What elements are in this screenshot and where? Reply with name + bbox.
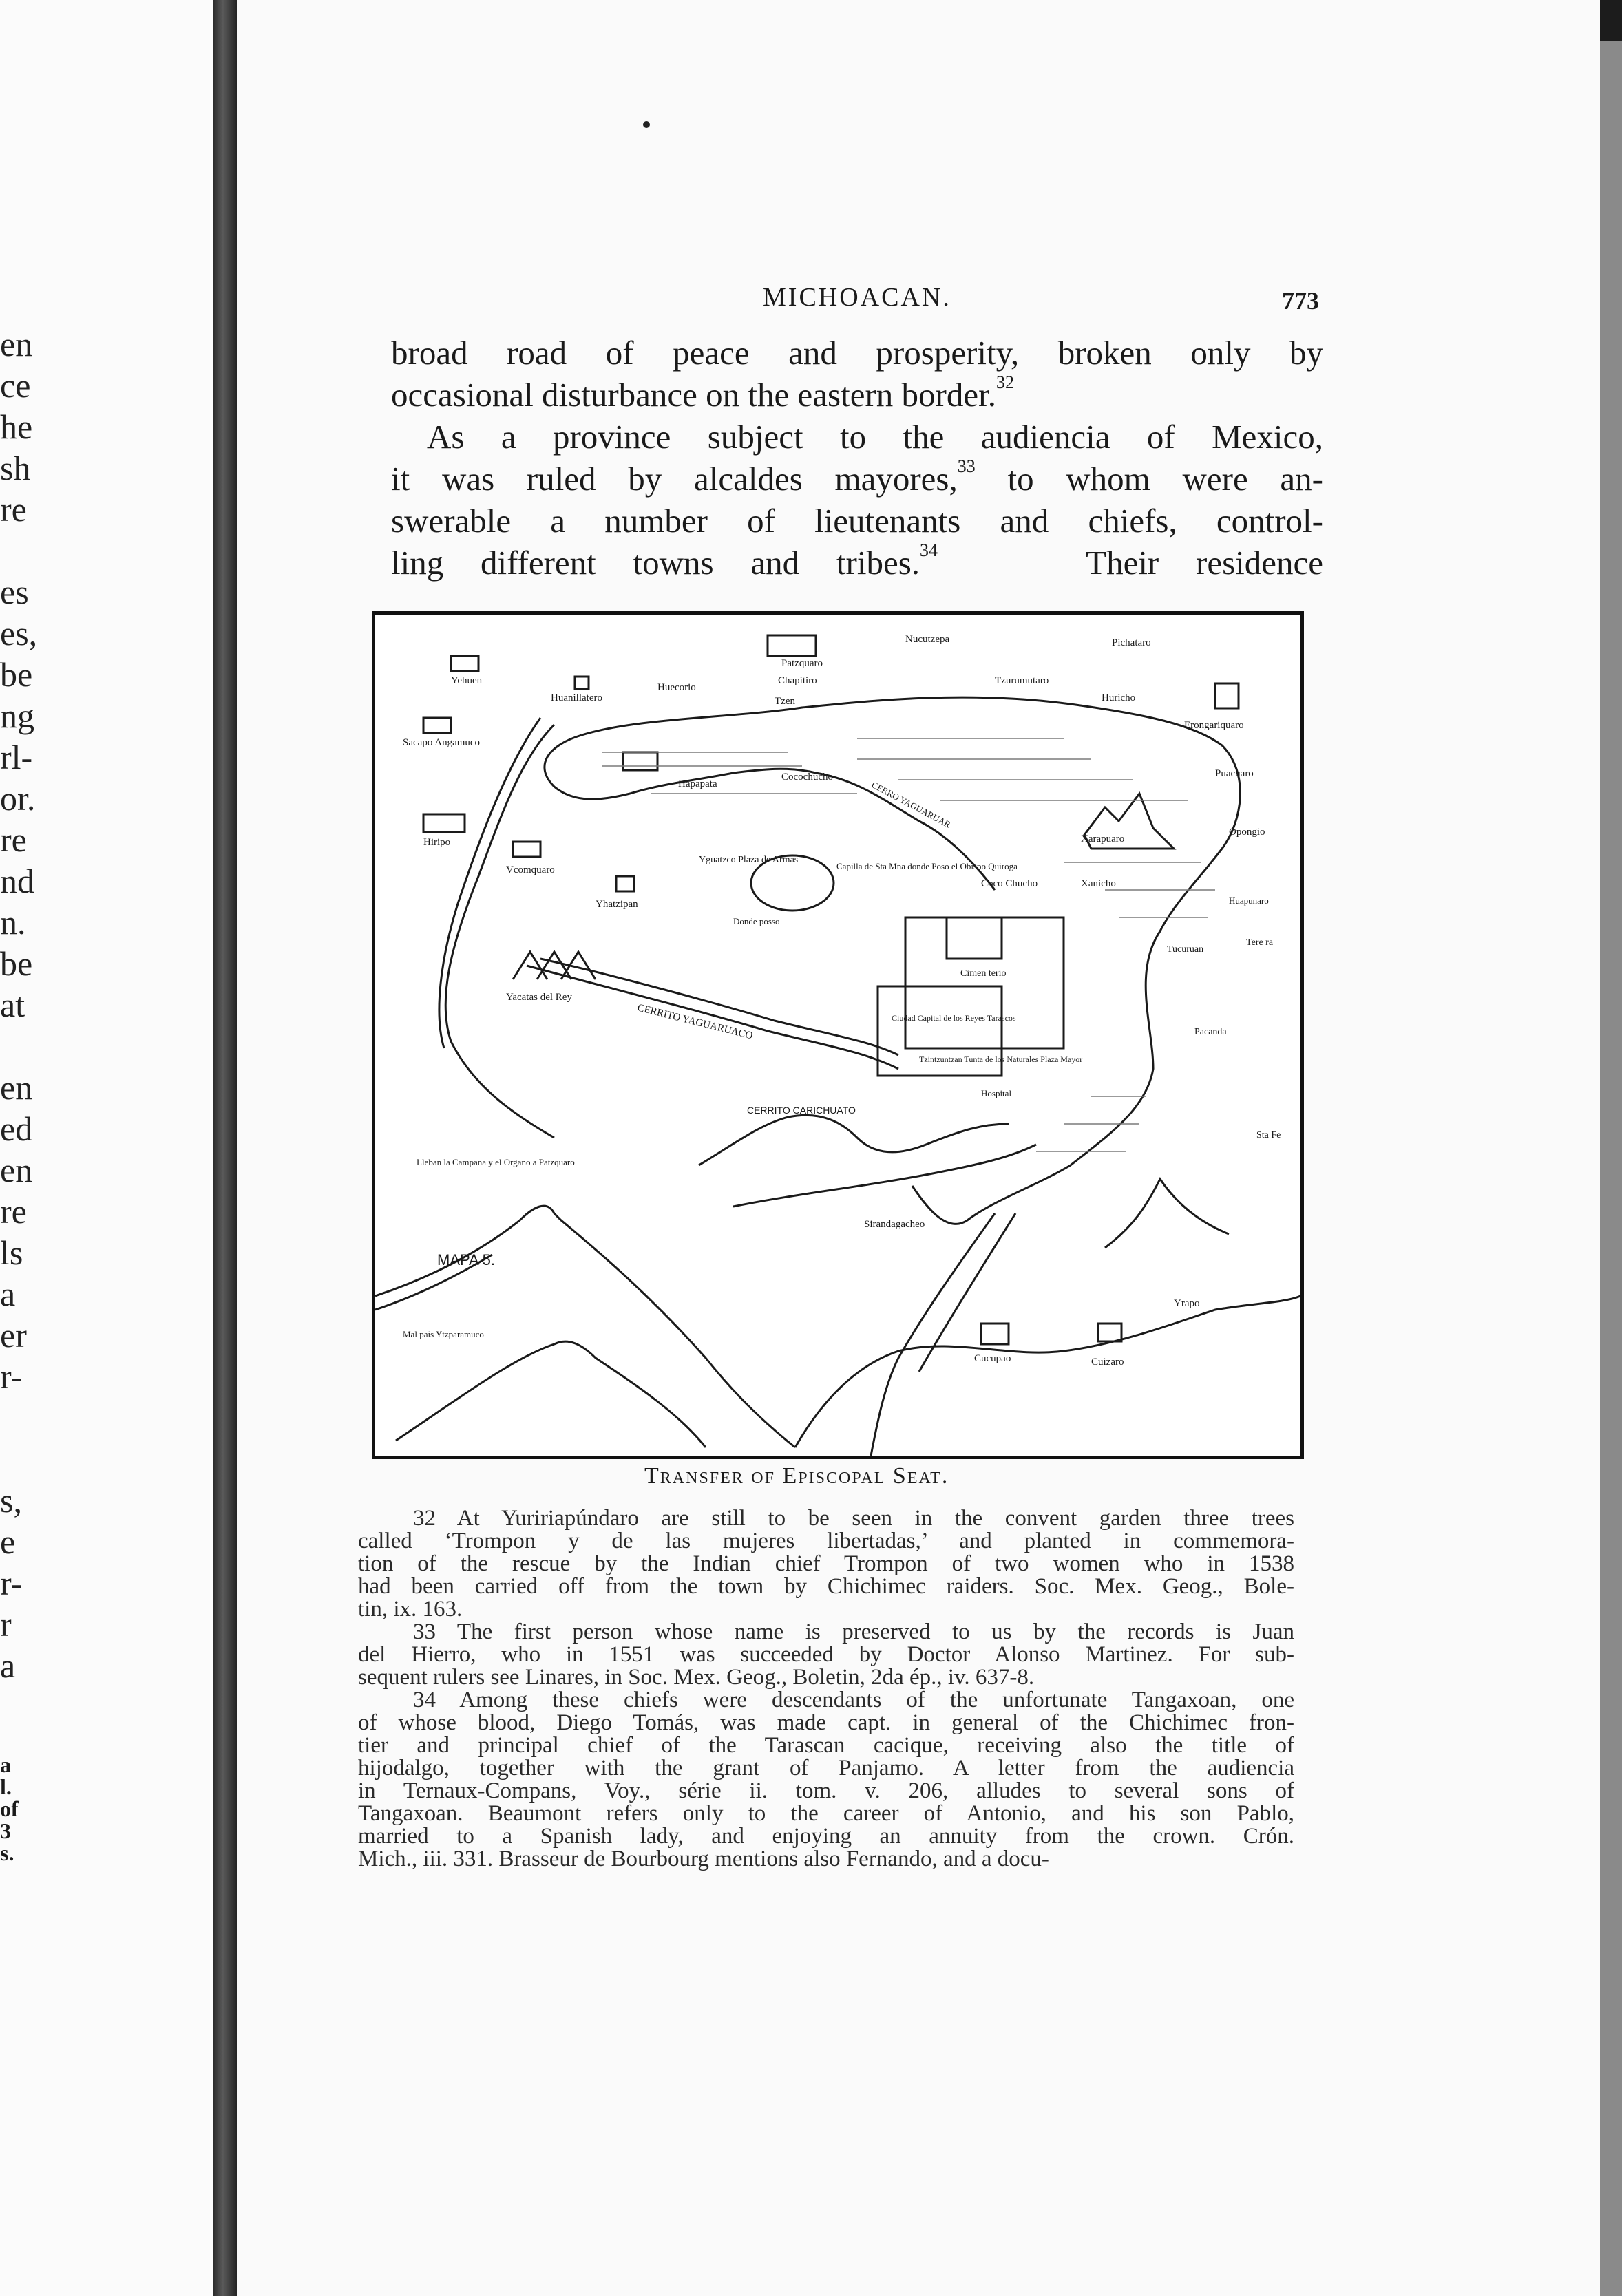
footnotes <box>358 1507 1294 1871</box>
left-page-fragment: re <box>0 1192 27 1231</box>
left-page-note-fragment: l. <box>0 1774 12 1799</box>
left-page-fragment: be <box>0 944 33 983</box>
footnote-line: sequent rulers see Linares, in Soc. Mex. Geog., Boletin, 2da ép., iv. 637-8. <box>358 1665 1035 1690</box>
footnote-line: tier and principal chief of the Tarascan cacique, receiving also the title of <box>358 1733 1294 1758</box>
map-label: Puacuaro <box>1215 768 1254 779</box>
map-label: Pacanda <box>1194 1027 1227 1037</box>
left-page-text-fragments <box>0 323 62 1686</box>
left-page-fragment <box>0 1025 62 1067</box>
footnote-ref: 34 <box>920 540 938 560</box>
yacatas-pyramids <box>513 952 596 979</box>
left-page-fragment: a <box>0 1646 16 1685</box>
map-label: Coco Chucho <box>981 878 1038 889</box>
left-page-note-fragment: a <box>0 1752 11 1777</box>
house-icon <box>423 718 451 733</box>
left-page-fragment: be <box>0 655 33 694</box>
map-figure <box>372 611 1304 1459</box>
map-label: Huricho <box>1102 692 1136 703</box>
footnote-ref: 32 <box>996 372 1014 392</box>
left-page-note-fragments <box>0 1754 19 1864</box>
footnote-line: Mich., iii. 331. Brasseur de Bourbourg mentions also Fernando, and a docu- <box>358 1847 1049 1871</box>
footnote-line: 33 The first person whose name is preserved to us by the records is Juan <box>413 1619 1294 1644</box>
ink-spot <box>643 121 650 128</box>
map-label: Tucuruan <box>1167 944 1204 955</box>
mountain <box>733 1145 1036 1207</box>
footnote-line: 34 Among these chiefs were descendants of the unfortunate Tangaxoan, one <box>413 1688 1294 1712</box>
footnote-line: married to a Spanish lady, and enjoying an annuity from the crown. Crón. <box>358 1824 1294 1849</box>
map-drawing <box>375 615 1300 1456</box>
map-label: Vcomquaro <box>506 864 555 875</box>
footnote-line: of whose blood, Diego Tomás, was made capt. in general of the Chichimec fron- <box>358 1710 1294 1735</box>
footnote-line: del Hierro, who in 1551 was succeeded by Doctor Alonso Martinez. For sub- <box>358 1642 1294 1667</box>
map-label: Huecorio <box>657 682 696 693</box>
body-line: occasional disturbance on the eastern border.$^{32}$ <box>391 372 1014 414</box>
left-page-fragment: er <box>0 1316 27 1354</box>
footnote-line: called ‘Trompon y de las mujeres libertadas,’ and planted in commemora- <box>358 1529 1294 1553</box>
left-page <box>0 0 213 2296</box>
map-label: Nucutzepa <box>905 634 950 645</box>
mountain <box>1105 1179 1229 1248</box>
left-page-fragment: es, <box>0 614 38 652</box>
running-head: MICHOACAN. <box>763 283 951 312</box>
footnote-line: Tangaxoan. Beaumont refers only to the career of Antonio, and his son Pablo, <box>358 1801 1294 1826</box>
footnote-line: had been carried off from the town by Chichimec raiders. Soc. Mex. Geog., Bole- <box>358 1574 1294 1599</box>
map-label: CERRITO CARICHUATO <box>747 1105 856 1116</box>
map-label: Hapapata <box>678 778 717 789</box>
left-page-fragment: es <box>0 573 29 611</box>
map-label: Pichataro <box>1112 637 1151 648</box>
footnote-line: tion of the rescue by the Indian chief Trompon of two women who in 1538 <box>358 1551 1294 1576</box>
left-page-fragment: ce <box>0 366 31 405</box>
left-page-fragment: nd <box>0 862 34 900</box>
map-label: Yehuen <box>451 675 483 686</box>
map-label: Donde posso <box>733 916 780 926</box>
left-page-note-fragment: 3 <box>0 1818 11 1843</box>
map-label: Tzurumutaro <box>995 675 1049 686</box>
left-page-fragment <box>0 1397 62 1438</box>
figure-caption: Transfer of Episcopal Seat. <box>644 1463 949 1489</box>
left-page-fragment <box>0 530 62 571</box>
city-walls <box>905 917 1064 1048</box>
body-line: broad road of peace and prosperity, broken only by <box>391 334 1323 372</box>
body-line: it was ruled by alcaldes mayores,$^{33}$ to whom were an- <box>391 456 1323 498</box>
left-page-fragment: sh <box>0 449 31 487</box>
house-icon <box>451 656 478 671</box>
map-label: Tzen <box>775 696 795 707</box>
church <box>947 917 1002 959</box>
map-label: Mal pais Ytzparamuco <box>403 1329 484 1339</box>
map-label: Erongariquaro <box>1184 720 1244 731</box>
left-page-fragment: e <box>0 1522 16 1561</box>
left-page-fragment: re <box>0 820 27 859</box>
house-icon <box>575 677 589 689</box>
map-label: CERRITO YAGUARUACO <box>636 1002 754 1042</box>
map-label: Opongio <box>1229 827 1265 838</box>
map-label: Sta Fe <box>1256 1130 1281 1140</box>
left-page-fragment: at <box>0 986 25 1024</box>
map-label: Ciudad Capital de los Reyes Tarascos <box>892 1013 1016 1023</box>
road-west <box>445 725 554 1138</box>
left-page-fragment: ed <box>0 1109 33 1148</box>
body-line: ling different towns and tribes.$^{34}$ Their residence <box>391 540 1324 582</box>
map-label: Cimen terio <box>960 968 1007 979</box>
left-page-fragment: n. <box>0 903 26 942</box>
road <box>540 959 898 1055</box>
map-label: Sirandagacheo <box>864 1219 925 1230</box>
mountain <box>795 1296 1300 1447</box>
map-label: Yacatas del Rey <box>506 992 572 1003</box>
map-label: Cucupao <box>974 1353 1011 1364</box>
book-gutter <box>213 0 237 2296</box>
footnote-line: hijodalgo, together with the grant of Panjamo. A letter from the audiencia <box>358 1756 1294 1781</box>
left-page-fragment: r <box>0 1605 12 1644</box>
left-page-fragment: he <box>0 407 33 446</box>
map-label: Chapitiro <box>778 675 817 686</box>
road <box>527 966 898 1069</box>
house-icon <box>623 752 657 770</box>
left-page-fragment: ls <box>0 1233 23 1272</box>
map-label: Tzintzuntzan Tunta de los Naturales Plaza Mayor <box>919 1054 1083 1064</box>
footnote-line: in Ternaux-Compans, Voy., série ii. tom. v. 206, alludes to several sons of <box>358 1778 1294 1803</box>
map-label: Huanillatero <box>551 692 602 703</box>
map-label: Huapunaro <box>1229 895 1269 906</box>
left-page-fragment: rl- <box>0 738 33 776</box>
body-line: As a province subject to the audiencia of Mexico, <box>427 418 1323 456</box>
house-icon <box>423 814 465 832</box>
map-label: Xanicho <box>1081 878 1116 889</box>
left-page-fragment: ng <box>0 697 34 735</box>
left-page-fragment: r- <box>0 1357 23 1396</box>
left-page-note-fragment: of <box>0 1796 19 1821</box>
map-label: Xarapuaro <box>1081 833 1125 844</box>
body-text <box>391 332 1323 584</box>
map-label: CERRO YAGUARUAR <box>870 779 953 830</box>
map-label: Sacapo Angamuco <box>403 737 481 748</box>
footnote-line: tin, ix. 163. <box>358 1597 463 1622</box>
house-icon <box>1098 1324 1121 1341</box>
left-page-note-fragment: s. <box>0 1840 14 1865</box>
map-label: Capilla de Sta Mna donde Poso el Obispo Quiroga <box>836 861 1018 871</box>
church <box>768 635 816 656</box>
left-page-fragment: a <box>0 1275 16 1313</box>
left-page-fragment: en <box>0 1151 33 1189</box>
left-page-fragment: re <box>0 490 27 529</box>
left-page-fragment: or. <box>0 779 36 818</box>
map-label: Yhatzipan <box>596 899 638 910</box>
left-page-fragment: r- <box>0 1564 23 1602</box>
road-south <box>871 1213 995 1456</box>
map-label: Yguatzco Plaza de Armas <box>699 855 799 865</box>
house-icon <box>616 876 634 891</box>
house-icon <box>1215 683 1239 708</box>
map-label: Lleban la Campana y el Organo a Patzquaro <box>417 1157 575 1167</box>
footnote-ref: 33 <box>957 456 976 476</box>
map-label: Hiripo <box>423 837 451 848</box>
map-label: Cuizaro <box>1091 1357 1124 1368</box>
body-line: swerable a number of lieutenants and chiefs, control- <box>391 502 1323 540</box>
map-label: Patzquaro <box>781 658 823 669</box>
map-label: Cocochucho <box>781 772 833 783</box>
lake-shore <box>582 697 1240 1224</box>
house-icon <box>513 842 540 857</box>
map-label: Yrapo <box>1174 1298 1200 1309</box>
left-page-fragment: s, <box>0 1481 22 1520</box>
map-label: Tere ra <box>1246 937 1274 948</box>
map-label: MAPA 5. <box>437 1251 495 1268</box>
mountain <box>699 1115 1009 1165</box>
page-number: 773 <box>1282 287 1319 315</box>
footnote-line: 32 At Yuririapúndaro are still to be seen in the convent garden three trees <box>413 1506 1294 1531</box>
left-page-fragment: en <box>0 1068 33 1107</box>
house-icon <box>981 1324 1009 1344</box>
map-label: Hospital <box>981 1088 1012 1098</box>
mountain <box>396 1341 706 1447</box>
left-page-fragment <box>0 1438 62 1480</box>
left-page-fragment: en <box>0 325 33 363</box>
